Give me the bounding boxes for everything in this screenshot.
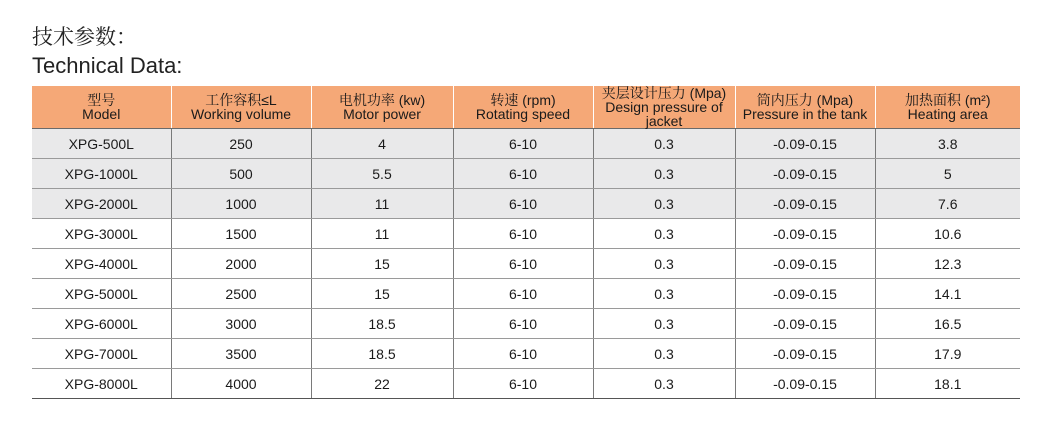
table-cell: -0.09-0.15 (735, 129, 875, 159)
table-cell: 2000 (171, 249, 311, 279)
table-row (32, 339, 1020, 369)
col-header-cn: 加热面积 (m²) (904, 92, 991, 108)
col-header-cn: 转速 (rpm) (490, 92, 556, 108)
col-header-en: Design pressure of jacket (605, 99, 723, 129)
table-cell: 18.1 (875, 369, 1020, 399)
table-header (32, 86, 1020, 129)
title-chinese: 技术参数： (32, 25, 137, 49)
table-cell: -0.09-0.15 (735, 249, 875, 279)
table-cell: 1500 (171, 219, 311, 249)
table-row (32, 219, 1020, 249)
table-row (32, 159, 1020, 189)
table-cell: 3500 (171, 339, 311, 369)
table-cell: 1000 (171, 189, 311, 219)
table-cell: -0.09-0.15 (735, 369, 875, 399)
table-cell: 4 (311, 129, 453, 159)
col-header-cn: 型号 (87, 92, 116, 108)
col-header-model (32, 86, 171, 129)
table-cell: 2500 (171, 279, 311, 309)
table-cell: 250 (171, 129, 311, 159)
table-cell: XPG-2000L (32, 189, 171, 219)
table-cell: 6-10 (453, 129, 593, 159)
table-cell: 12.3 (875, 249, 1020, 279)
col-header-rotating-speed (453, 86, 593, 129)
table-cell: 6-10 (453, 189, 593, 219)
table-cell: 14.1 (875, 279, 1020, 309)
table-cell: 0.3 (593, 249, 735, 279)
table-cell: 6-10 (453, 339, 593, 369)
table-cell: XPG-4000L (32, 249, 171, 279)
table-cell: 0.3 (593, 339, 735, 369)
table-row (32, 369, 1020, 399)
col-header-en: Heating area (907, 106, 988, 122)
table-cell: 6-10 (453, 219, 593, 249)
table-cell: 6-10 (453, 369, 593, 399)
table-cell: 18.5 (311, 339, 453, 369)
table-cell: -0.09-0.15 (735, 189, 875, 219)
table-cell: 3.8 (875, 129, 1020, 159)
table-cell: 5.5 (311, 159, 453, 189)
table-cell: 22 (311, 369, 453, 399)
col-header-en: Working volume (190, 106, 292, 122)
table-cell: 4000 (171, 369, 311, 399)
table-cell: XPG-500L (32, 129, 171, 159)
table-cell: 3000 (171, 309, 311, 339)
col-header-heating-area (875, 86, 1020, 129)
table-cell: 6-10 (453, 309, 593, 339)
table-cell: XPG-6000L (32, 309, 171, 339)
col-header-motor-power (311, 86, 453, 129)
header-row (32, 86, 1020, 129)
table-cell: 15 (311, 249, 453, 279)
table-cell: 17.9 (875, 339, 1020, 369)
table-cell: 5 (875, 159, 1020, 189)
col-header-jacket-pressure (593, 86, 735, 129)
table-row (32, 279, 1020, 309)
table-cell: 6-10 (453, 159, 593, 189)
table-cell: -0.09-0.15 (735, 219, 875, 249)
table-cell: -0.09-0.15 (735, 339, 875, 369)
table-cell: 10.6 (875, 219, 1020, 249)
table-cell: 0.3 (593, 219, 735, 249)
table-cell: XPG-3000L (32, 219, 171, 249)
table-row (32, 249, 1020, 279)
table-cell: 11 (311, 189, 453, 219)
col-header-tank-pressure (735, 86, 875, 129)
table-cell: 0.3 (593, 369, 735, 399)
table-cell: 0.3 (593, 189, 735, 219)
table-cell: XPG-7000L (32, 339, 171, 369)
col-header-cn: 夹层设计压力 (Mpa) (601, 85, 727, 101)
table-cell: -0.09-0.15 (735, 279, 875, 309)
table-cell: 6-10 (453, 279, 593, 309)
title-english: Technical Data: (32, 53, 183, 78)
col-header-en: Motor power (343, 106, 421, 122)
table-row (32, 129, 1020, 159)
col-header-working-volume (171, 86, 311, 129)
table-cell: XPG-5000L (32, 279, 171, 309)
table-cell: 0.3 (593, 129, 735, 159)
table-row (32, 309, 1020, 339)
table-cell: 11 (311, 219, 453, 249)
col-header-cn: 工作容积≤L (205, 92, 277, 108)
col-header-en: Model (82, 106, 121, 122)
table-cell: 500 (171, 159, 311, 189)
col-header-cn: 筒内压力 (Mpa) (756, 92, 854, 108)
table-cell: 0.3 (593, 279, 735, 309)
table-row (32, 189, 1020, 219)
table-cell: 15 (311, 279, 453, 309)
table-cell: 0.3 (593, 309, 735, 339)
table-cell: XPG-1000L (32, 159, 171, 189)
table-cell: 18.5 (311, 309, 453, 339)
col-header-cn: 电机功率 (kw) (338, 92, 426, 108)
col-header-en: Pressure in the tank (742, 106, 868, 122)
technical-data-table (32, 86, 1020, 399)
table-cell: XPG-8000L (32, 369, 171, 399)
table-cell: -0.09-0.15 (735, 309, 875, 339)
table-cell: 6-10 (453, 249, 593, 279)
table-cell: 7.6 (875, 189, 1020, 219)
table-body (32, 129, 1020, 399)
table-cell: 0.3 (593, 159, 735, 189)
col-header-en: Rotating speed (475, 106, 571, 122)
table-cell: 16.5 (875, 309, 1020, 339)
table-cell: -0.09-0.15 (735, 159, 875, 189)
